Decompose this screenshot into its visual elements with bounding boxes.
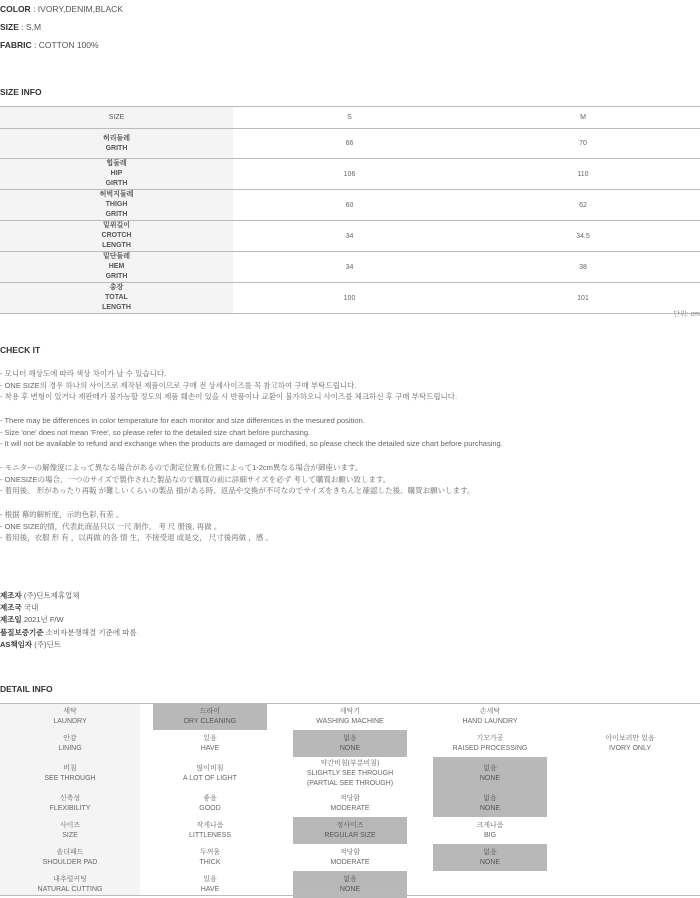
- size-row-label-en2: GIRTH: [105, 180, 128, 187]
- size-m-value: 110: [466, 159, 700, 190]
- size-row-label-ko: 총장: [109, 284, 124, 291]
- detail-text-ko: 손세탁: [479, 707, 501, 715]
- detail-row: [0, 844, 700, 871]
- detail-text-en: LITTLENESS: [188, 831, 231, 839]
- size-row-label-ko: 밑위길이: [102, 222, 131, 229]
- fabric-value: : COTTON 100%: [31, 40, 99, 50]
- detail-option: [280, 757, 420, 790]
- detail-text-ko: 세탁기: [339, 707, 361, 715]
- maker-label: 제조국: [0, 603, 22, 613]
- detail-option: [140, 817, 280, 844]
- size-header-m: M: [466, 107, 700, 129]
- maker-label: 품질보증기준: [0, 627, 44, 637]
- detail-option-selected: [433, 757, 547, 790]
- detail-text-ko: 내추럴커팅: [53, 875, 87, 883]
- maker-value: (주)딘트: [32, 639, 61, 649]
- detail-option: [140, 730, 280, 757]
- detail-text-ko: 사이즈: [59, 821, 81, 829]
- detail-text-ko: 기모가공: [476, 734, 504, 742]
- maker-value: 국내: [21, 603, 39, 613]
- notes-english: [0, 415, 503, 450]
- size-row-label-en1: CROTCH: [101, 232, 132, 239]
- detail-option: [560, 730, 700, 757]
- size-row: [0, 221, 700, 252]
- maker-info: [0, 590, 137, 651]
- detail-text-en: RAISED PROCESSING: [452, 744, 528, 752]
- detail-option-selected: [293, 730, 407, 757]
- detail-row-label: [0, 871, 140, 898]
- detail-option: [280, 703, 420, 730]
- detail-option: [140, 790, 280, 817]
- detail-row: [0, 703, 700, 730]
- detail-text-en: LAUNDRY: [53, 717, 87, 725]
- detail-option: [560, 790, 700, 817]
- detail-text-en: HAVE: [200, 744, 220, 752]
- detail-text-en: LINING: [58, 744, 82, 752]
- detail-option: [560, 871, 700, 898]
- note-line: - ONE SIZE的情，代表此商品只以 一尺 制作， 考 尺 册後, 再做 。: [0, 521, 222, 531]
- size-m-value: 34.5: [466, 221, 700, 252]
- notes-chinese: [0, 509, 273, 544]
- detail-option-selected: [433, 844, 547, 871]
- size-header-label: SIZE: [0, 107, 233, 129]
- detail-text-ko: 없음: [483, 794, 497, 802]
- note-line: - 着用後、 形があったり再販 が難しいくらいの製品 損がある時、返品や交換が不可なのでサイズをきちんと確認した後、購買お願いします。: [0, 486, 475, 496]
- fabric-label: FABRIC: [0, 40, 32, 50]
- detail-text-ko: 없음: [483, 848, 497, 856]
- detail-option: [560, 844, 700, 871]
- maker-row: [0, 627, 137, 639]
- maker-row: [0, 590, 137, 602]
- detail-option-selected: [293, 871, 407, 898]
- detail-text-ko: 약간비침(부분비침): [320, 759, 380, 767]
- detail-text-ko: 있음: [203, 875, 217, 883]
- size-s-value: 66: [233, 129, 466, 159]
- detail-text-ko: 적당함: [339, 848, 361, 856]
- detail-option: [140, 871, 280, 898]
- detail-text-en: SEE THROUGH: [44, 774, 96, 782]
- detail-text-en: SIZE: [62, 831, 78, 839]
- detail-option: [280, 790, 420, 817]
- detail-text-en: SLIGHTLY SEE THROUGH: [306, 769, 394, 777]
- detail-option: [420, 871, 560, 898]
- detail-text-ko: 없음: [343, 875, 357, 883]
- detail-text-en: WASHING MACHINE: [316, 717, 384, 725]
- detail-row: [0, 871, 700, 898]
- detail-text-en: NONE: [339, 744, 361, 752]
- detail-text-en: GOOD: [199, 804, 221, 812]
- size-row-label: [0, 221, 233, 252]
- maker-label: 제조일: [0, 615, 22, 625]
- detail-row: [0, 790, 700, 817]
- detail-text-en: HAVE: [200, 885, 220, 893]
- size-row-label-en2: LENGTH: [102, 304, 131, 311]
- detail-text-ko: 두꺼움: [199, 848, 221, 856]
- size-row-label-en1: GRITH: [105, 144, 128, 152]
- detail-row-label: [0, 703, 140, 730]
- color-line: [0, 4, 123, 14]
- detail-text-en: DRY CLEANING: [183, 717, 237, 725]
- detail-option: [420, 703, 560, 730]
- size-row: [0, 190, 700, 221]
- maker-label: AS책임자: [0, 639, 33, 649]
- size-row-label-en1: THIGH: [105, 201, 128, 208]
- size-row-label-ko: 허리둘레: [102, 134, 131, 142]
- detail-option: [560, 757, 700, 790]
- detail-text-ko: 신축성: [59, 794, 81, 802]
- size-row-label-en1: HIP: [110, 170, 123, 177]
- maker-value: (주)딘트제휴업체: [21, 591, 80, 600]
- note-line: - 着用後，衣服 形 有 ，以再做 的各 情 生，不接受退 或是交， 尺寸後再做 ，感 。: [0, 533, 273, 543]
- color-value: : IVORY,DENIM,BLACK: [30, 4, 123, 14]
- detail-text-ko: 없음: [343, 734, 357, 742]
- detail-text-ko: 좋음: [203, 794, 217, 802]
- size-table: [0, 106, 700, 314]
- detail-option: [140, 757, 280, 790]
- size-row-label-en2: LENGTH: [102, 242, 131, 249]
- note-line: - It will not be available to refund and exchange when the products are damaged or modified, so please check the detailed size chart before purchasing.: [0, 439, 503, 449]
- detail-text-en: NONE: [339, 885, 361, 893]
- size-row-label: [0, 129, 233, 159]
- detail-row-label: [0, 844, 140, 871]
- size-label: SIZE: [0, 22, 19, 32]
- size-row: [0, 283, 700, 314]
- detail-row: [0, 730, 700, 757]
- detail-text-ko: 솔더패드: [56, 848, 84, 856]
- note-line: - 착용 후 변형이 있거나 재판매가 불가능할 정도의 제품 훼손이 있을 시 반품이나 교환이 불가하오니 사이즈를 체크하신 후 구매 부탁드립니다.: [0, 392, 458, 402]
- color-label: COLOR: [0, 4, 31, 14]
- detail-text-ko: 안감: [63, 734, 77, 742]
- size-row-label-en2: GRITH: [105, 273, 128, 280]
- note-line: - Size 'one' does not mean 'Free', so please refer to the detailed size chart before purchasing.: [0, 427, 311, 437]
- note-line: - 根据 幕的解析度，示的色彩,有差 。: [0, 510, 124, 519]
- fabric-line: [0, 40, 99, 50]
- size-s-value: 60: [233, 190, 466, 221]
- size-s-value: 106: [233, 159, 466, 190]
- detail-text-en: REGULAR SIZE: [324, 831, 376, 839]
- detail-row: [0, 757, 700, 790]
- detail-text-en: NONE: [479, 858, 501, 866]
- detail-text-en2: (PARTIAL SEE THROUGH): [306, 779, 394, 787]
- detail-option: [420, 730, 560, 757]
- size-row: [0, 252, 700, 283]
- size-m-value: 62: [466, 190, 700, 221]
- detail-option: [280, 844, 420, 871]
- maker-value: 소비자분쟁해결 기준에 따름: [43, 627, 137, 637]
- detail-text-en: NONE: [479, 804, 501, 812]
- size-value: : S,M: [18, 22, 42, 32]
- detail-option-selected: [293, 817, 407, 844]
- detail-text-ko: 있음: [203, 734, 217, 742]
- size-row-label: [0, 159, 233, 190]
- size-row-label-ko: 힙둘레: [106, 160, 127, 167]
- size-row-label-ko: 밑단둘레: [102, 253, 131, 260]
- size-row-label: [0, 252, 233, 283]
- detail-text-en: BIG: [483, 831, 497, 839]
- maker-label: 제조자: [0, 591, 22, 600]
- maker-row: [0, 639, 137, 651]
- detail-text-en: THICK: [199, 858, 221, 866]
- size-row-label-en2: GRITH: [105, 211, 128, 218]
- size-m-value: 70: [466, 129, 700, 159]
- size-m-value: 101: [466, 283, 700, 314]
- detail-text-en: MODERATE: [330, 858, 370, 866]
- note-line: - 모니터 해상도에 따라 색상 차이가 날 수 있습니다.: [0, 369, 167, 378]
- detail-text-en: NATURAL CUTTING: [37, 885, 103, 893]
- detail-option: [140, 844, 280, 871]
- size-row-label: [0, 190, 233, 221]
- size-row: [0, 159, 700, 190]
- maker-value: 2021년 F/W: [21, 615, 64, 625]
- detail-row-label: [0, 790, 140, 817]
- detail-row-label: [0, 817, 140, 844]
- detail-text-ko: 적당함: [339, 794, 361, 802]
- size-info-title: SIZE INFO: [0, 87, 42, 97]
- size-row-label: [0, 283, 233, 314]
- detail-row-label: [0, 730, 140, 757]
- detail-text-ko: 드라이: [199, 707, 221, 715]
- detail-bottom-divider: [0, 895, 700, 896]
- note-line: - モニターの解像度によって異なる場合があるので測定位置も位置によって1-2cm異なる場合が御座います。: [0, 463, 363, 472]
- maker-row: [0, 602, 137, 614]
- detail-info-title: DETAIL INFO: [0, 684, 53, 694]
- note-line: - There may be differences in color temperature for each monitor and size differences in the mesured position.: [0, 416, 365, 425]
- detail-option-selected: [433, 790, 547, 817]
- detail-text-ko: 크게나옴: [476, 821, 504, 829]
- note-line: - ONESIZEの場合、一つのサイズで製作された製品なので購買の前に詳細サイズを必ず 考して購買お願い致します。: [0, 474, 391, 484]
- detail-text-ko: 비침: [63, 764, 77, 772]
- size-m-value: 38: [466, 252, 700, 283]
- detail-text-ko: 작게나옴: [196, 821, 224, 829]
- detail-text-en: HAND LAUNDRY: [462, 717, 518, 725]
- notes-korean: [0, 368, 457, 403]
- size-s-value: 100: [233, 283, 466, 314]
- detail-option: [560, 817, 700, 844]
- size-row-label-ko: 허벅지둘레: [99, 191, 134, 198]
- detail-row: [0, 817, 700, 844]
- detail-text-ko: 정사이즈: [336, 821, 364, 829]
- size-header-s: S: [233, 107, 466, 129]
- size-s-value: 34: [233, 221, 466, 252]
- note-line: - ONE SIZE의 경우 하나의 사이즈로 제작된 제품이므로 구매 전 상세사이즈를 꼭 참고하여 구매 부탁드립니다.: [0, 380, 357, 390]
- size-line: [0, 22, 41, 32]
- size-row-label-en1: TOTAL: [105, 294, 128, 301]
- size-s-value: 34: [233, 252, 466, 283]
- notes-japanese: [0, 462, 475, 497]
- detail-text-en: MODERATE: [330, 804, 370, 812]
- detail-option: [560, 703, 700, 730]
- detail-text-ko: 세탁: [63, 707, 77, 715]
- size-row-label-en1: HEM: [108, 263, 125, 270]
- detail-option-selected: [153, 703, 267, 730]
- detail-text-ko: 없음: [483, 764, 497, 772]
- detail-text-ko: 많이비침: [196, 764, 224, 772]
- detail-row-label: [0, 757, 140, 790]
- unit-note: 단위: cm: [673, 311, 700, 318]
- check-it-title: CHECK IT: [0, 345, 41, 355]
- size-table-header: [0, 107, 700, 129]
- maker-row: [0, 614, 137, 626]
- detail-text-en: A LOT OF LIGHT: [183, 774, 237, 782]
- detail-table: [0, 703, 700, 898]
- detail-text-en: IVORY ONLY: [608, 744, 652, 752]
- detail-text-en: FLEXIBILITY: [49, 804, 91, 812]
- detail-text-ko: 아이보리만 있음: [605, 734, 655, 742]
- detail-option: [420, 817, 560, 844]
- detail-text-en: SHOULDER PAD: [42, 858, 98, 866]
- detail-text-en: NONE: [479, 774, 501, 782]
- size-row: [0, 129, 700, 159]
